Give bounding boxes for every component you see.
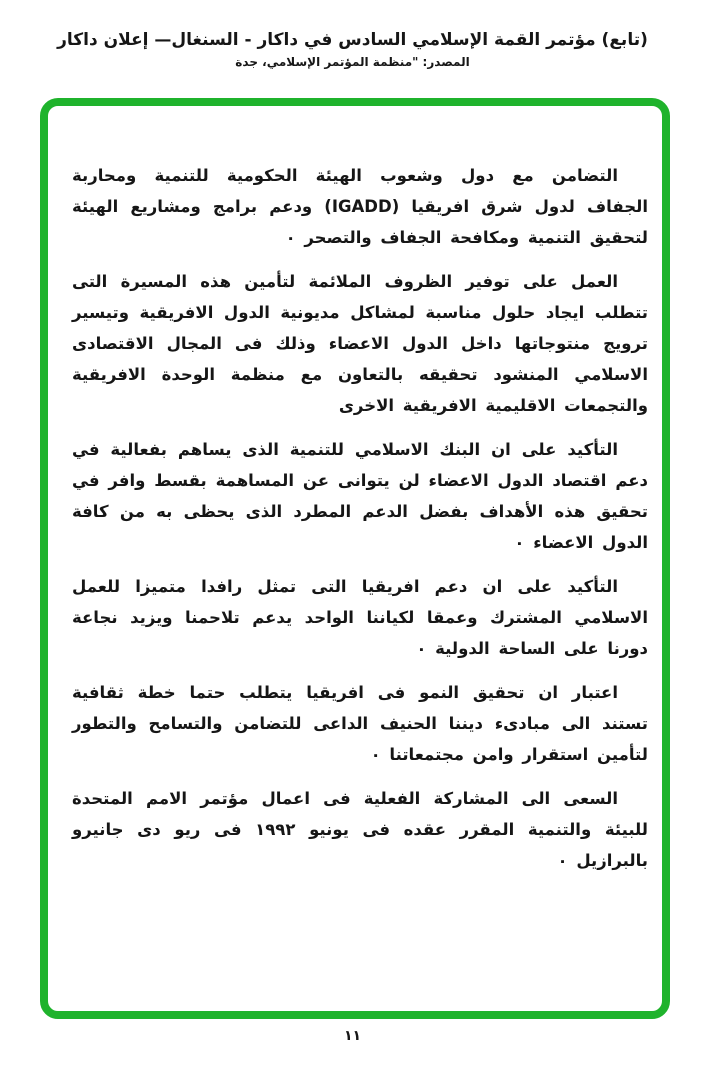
document-source: المصدر: "منظمة المؤتمر الإسلامي، جدة (235, 55, 470, 69)
page-number: ١١ (343, 1028, 362, 1044)
document-body (48, 106, 662, 876)
document-title: (تابع) مؤتمر القمة الإسلامي السادس في داكار - السنغال— إعلان داكار (57, 30, 648, 50)
paragraph-growth-cultural-plan: اعتبار ان تحقيق النمو فى افريقيا يتطلب حتما خطة ثقافية تستند الى مبادىء ديننا الحنيف الداعى للتضامن والتسامح والتطور لتأمين استقرار وامن مجتمعاتنا ٠ (72, 683, 648, 764)
paragraph-un-environment-conference: السعى الى المشاركة الفعلية فى اعمال مؤتمر الامم المتحدة للبيئة والتنمية المقرر عقده فى يونيو ١٩٩٢ فى ريو دى جانيرو بالبرازيل ٠ (72, 789, 648, 870)
content-frame (40, 98, 670, 1019)
paragraph-islamic-development-bank: التأكيد على ان البنك الاسلامي للتنمية الذى يساهم بفعالية في دعم اقتصاد الدول الاعضاء لن يتوانى عن المساهمة بقسط وافر في تحقيق هذه الأهداف بفضل الدعم المطرد الذى يحظى به من كافة الدول الاعضاء ٠ (72, 440, 648, 552)
paragraph-support-africa: التأكيد على ان دعم افريقيا التى تمثل رافدا متميزا للعمل الاسلامي المشترك وعمقا لكياننا الواحد يدعم تلاحمنا ويزيد نجاعة دورنا على الساحة الدولية ٠ (72, 577, 648, 658)
paragraph-solidarity-igadd: التضامن مع دول وشعوب الهيئة الحكومية للتنمية ومحاربة الجفاف لدول شرق افريقيا (IGADD) ودعم برامج ومشاريع الهيئة لتحقيق التنمية ومكافحة الجفاف والتصحر ٠ (72, 166, 648, 247)
paragraph-favourable-conditions: العمل على توفير الظروف الملائمة لتأمين هذه المسيرة التى تتطلب ايجاد حلول مناسبة لمشاكل مديونية الدول الافريقية وتيسير ترويج منتوجاتها داخل الدول الاعضاء وذلك فى المجال الاقتصادى الاسلامي المنشود تحقيقه بالتعاون مع منظمة الوحدة الافريقية والتجمعات الاقليمية الافريقية الاخرى (72, 272, 648, 415)
document-header (0, 28, 705, 69)
